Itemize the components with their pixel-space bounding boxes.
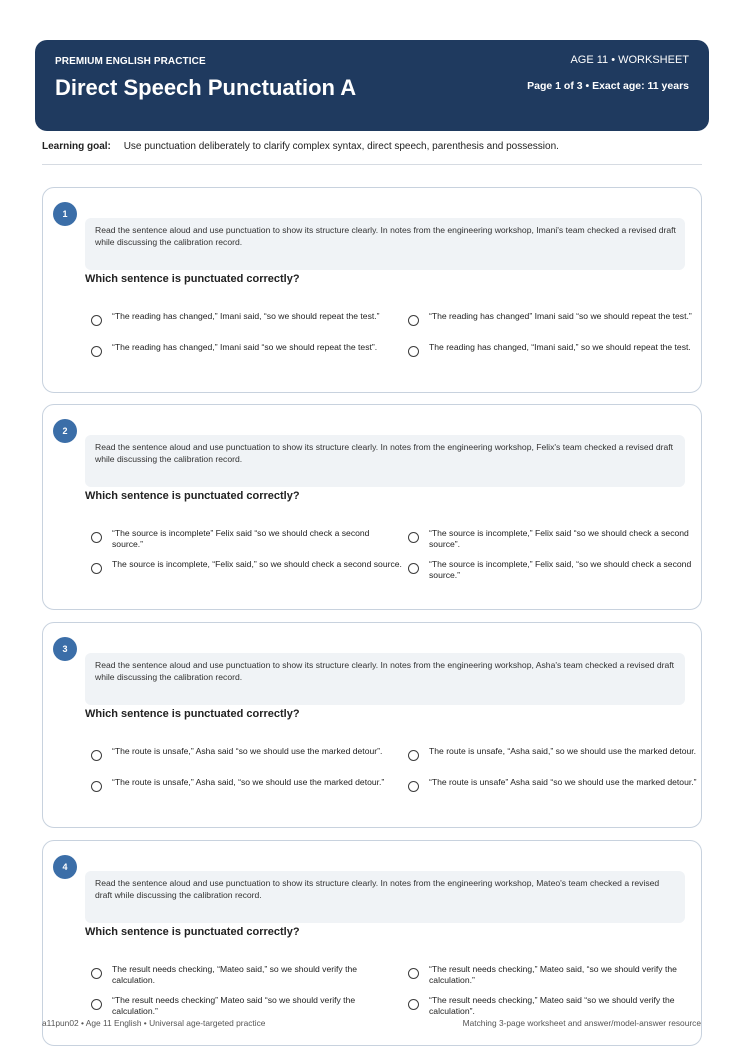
prompt-text: Read the sentence aloud and use punctuation to show its structure clearly. In notes from the engineering workshop, Asha's team checked a revised draft while discussing the calibration record. [95, 660, 675, 682]
answer-option[interactable] [405, 778, 705, 804]
prompt-box [85, 435, 685, 487]
radio-button[interactable] [91, 532, 102, 543]
prompt-box [85, 218, 685, 270]
answer-option[interactable] [405, 343, 705, 369]
option-text: “The result needs checking,” Mateo said, “so we should verify the calculation.” [429, 964, 677, 985]
option-text: “The source is incomplete,” Felix said “so we should check a second source”. [429, 528, 689, 549]
answer-option[interactable] [405, 312, 705, 338]
radio-button[interactable] [408, 346, 419, 357]
option-text: “The route is unsafe,” Asha said “so we should use the marked detour”. [112, 746, 383, 756]
option-text: “The route is unsafe,” Asha said, “so we should use the marked detour.” [112, 777, 385, 787]
radio-button[interactable] [91, 781, 102, 792]
question-text: Which sentence is punctuated correctly? [85, 926, 300, 938]
prompt-text: Read the sentence aloud and use punctuation to show its structure clearly. In notes from the engineering workshop, Imani's team checked a revised draft while discussing the calibration record. [95, 225, 676, 247]
answer-option[interactable] [88, 312, 388, 338]
question-text: Which sentence is punctuated correctly? [85, 273, 300, 285]
answer-option[interactable] [405, 965, 705, 991]
question-card-2 [42, 404, 702, 610]
footer-note: Matching 3-page worksheet and answer/model-answer resource [462, 1018, 701, 1028]
prompt-box [85, 871, 685, 923]
worksheet-header [35, 40, 709, 131]
page-info: Page 1 of 3 • Exact age: 11 years [527, 80, 689, 92]
answer-option[interactable] [88, 747, 388, 773]
option-text: “The route is unsafe” Asha said “so we should use the marked detour.” [429, 777, 697, 787]
radio-button[interactable] [91, 999, 102, 1010]
question-card-3 [42, 622, 702, 828]
question-number-badge: 3 [53, 637, 77, 661]
brand-label: PREMIUM ENGLISH PRACTICE [55, 56, 206, 67]
question-number-badge: 2 [53, 419, 77, 443]
question-card-4 [42, 840, 702, 1046]
prompt-box [85, 653, 685, 705]
learning-goal [42, 141, 559, 152]
radio-button[interactable] [408, 999, 419, 1010]
question-number-badge: 1 [53, 202, 77, 226]
option-text: “The reading has changed” Imani said “so we should repeat the test.” [429, 311, 692, 321]
radio-button[interactable] [408, 968, 419, 979]
radio-button[interactable] [408, 750, 419, 761]
answer-option[interactable] [88, 529, 388, 555]
option-text: “The result needs checking” Mateo said “so we should verify the calculation.” [112, 995, 356, 1016]
option-text: The result needs checking, “Mateo said,” so we should verify the calculation. [112, 964, 358, 985]
radio-button[interactable] [408, 563, 419, 574]
option-text: “The source is incomplete,” Felix said, “so we should check a second source.” [429, 559, 692, 580]
answer-option[interactable] [88, 778, 388, 804]
question-text: Which sentence is punctuated correctly? [85, 708, 300, 720]
radio-button[interactable] [408, 315, 419, 326]
answer-option[interactable] [88, 965, 388, 991]
answer-option[interactable] [88, 559, 402, 586]
radio-button[interactable] [408, 781, 419, 792]
learning-goal-label: Learning goal: [42, 141, 111, 152]
option-text: “The result needs checking,” Mateo said “so we should verify the calculation”. [429, 995, 675, 1016]
footer-code: a11pun02 • Age 11 English • Universal age-targeted practice [42, 1018, 266, 1028]
age-worksheet-label: AGE 11 • WORKSHEET [570, 54, 689, 66]
question-text: Which sentence is punctuated correctly? [85, 490, 300, 502]
radio-button[interactable] [408, 532, 419, 543]
answer-option[interactable] [88, 343, 388, 369]
prompt-text: Read the sentence aloud and use punctuation to show its structure clearly. In notes from the engineering workshop, Mateo's team checked a revised draft while discussing the calibration record. [95, 878, 660, 900]
learning-goal-text: Use punctuation deliberately to clarify complex syntax, direct speech, parenthesis and possession. [123, 141, 559, 152]
prompt-text: Read the sentence aloud and use punctuation to show its structure clearly. In notes from the engineering workshop, Felix's team checked a revised draft while discussing the calibration record. [95, 442, 674, 464]
option-text: The source is incomplete, “Felix said,” so we should check a second source. [112, 559, 402, 569]
answer-option[interactable] [405, 747, 705, 773]
question-number-badge: 4 [53, 855, 77, 879]
answer-option[interactable] [405, 529, 705, 555]
option-text: The reading has changed, “Imani said,” so we should repeat the test. [429, 342, 691, 352]
option-text: “The source is incomplete” Felix said “so we should check a second source.” [112, 528, 370, 549]
worksheet-title: Direct Speech Punctuation A [55, 75, 357, 100]
question-card-1 [42, 187, 702, 393]
option-text: The route is unsafe, “Asha said,” so we should use the marked detour. [429, 746, 697, 756]
radio-button[interactable] [91, 968, 102, 979]
option-text: “The reading has changed,” Imani said “so we should repeat the test”. [112, 342, 378, 352]
answer-option[interactable] [405, 560, 705, 586]
radio-button[interactable] [91, 346, 102, 357]
radio-button[interactable] [91, 563, 102, 574]
radio-button[interactable] [91, 750, 102, 761]
radio-button[interactable] [91, 315, 102, 326]
option-text: “The reading has changed,” Imani said, “so we should repeat the test.” [112, 311, 380, 321]
divider [42, 164, 702, 165]
